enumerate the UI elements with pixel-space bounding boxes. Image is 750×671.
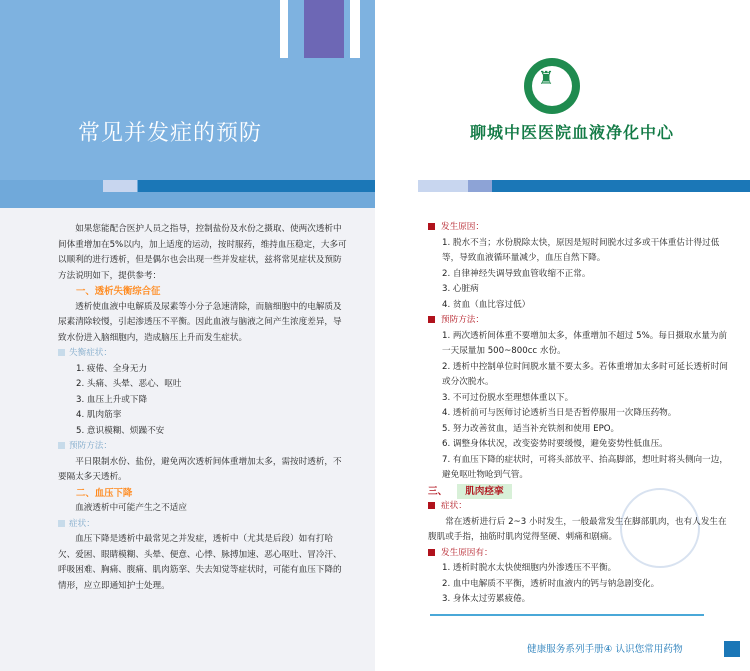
page-title: 常见并发症的预防: [78, 121, 263, 146]
section-heading: 三、 肌肉痉挛: [428, 484, 728, 500]
square-bullet-icon: [58, 520, 65, 527]
list-item: 2. 头痛、头晕、恶心、呕吐: [76, 379, 182, 389]
list-item: 1. 脱水不当；水份脱除太快，原因是短时间脱水过多或干体重估计得过低等，导致血液循环量减少，血压自然下降。: [442, 237, 720, 263]
section-paragraph: 透析使血液中电解质及尿素等小分子急速清除，而脑细胞中的电解质及尿素清除较慢，引起渗透压不平衡。因此血液与脑液之间产生浓度差异，导致水份进入脑细胞内，造成脑压上升而发生症状。: [58, 301, 342, 343]
square-bullet-icon: [428, 502, 435, 509]
square-bullet-icon: [58, 442, 65, 449]
section-paragraph: 血压下降是透析中最常见之并发症，透析中（尤其是后段）如有打哈欠、爱困、眼睛模糊、头晕、便意、心悸、脉搏加速、恶心呕吐、冒冷汗、呼吸困难、胸痛、腹痛、肌肉筋挛、失去知觉等症状时，可能有血压下降的情形，应立即通知护士处理。: [58, 534, 342, 591]
logo-emblem-icon: ♜: [538, 68, 555, 89]
square-bullet-icon: [428, 549, 435, 556]
section-heading: [58, 486, 350, 502]
list-item: 4. 肌肉筋挛: [76, 410, 122, 420]
footer-divider: [430, 614, 704, 616]
list-item: 1. 两次透析间体重不要增加太多，体重增加不超过 5%。每日摄取水量为前一天尿量加 500~800cc 水份。: [442, 330, 728, 356]
list-item: 1. 疲倦、全身无力: [76, 363, 148, 374]
section-title: 肌肉痉挛: [457, 484, 511, 500]
decor-band: [418, 180, 468, 192]
decor-band: [138, 180, 375, 192]
list-item: 5. 意识模糊、烦躁不安: [76, 425, 165, 436]
list-item: 7. 有血压下降的症状时，可将头部放平、抬高脚部，想吐时将头侧向一边，避免呕吐物呛到气管。: [442, 454, 728, 480]
intro-paragraph: 如果您能配合医护人员之指导，控制盐份及水份之摄取、使两次透析中间体重增加在5%以内，加上适度的运动，按时服药，维持血压稳定，大多可以顺利的进行透析，但是偶尔也会出现一些并发症状，兹将常见症状及预防方法说明如下，提供参考：: [58, 224, 347, 281]
square-bullet-icon: [428, 223, 435, 230]
list-item: 3. 身体太过劳累疲倦。: [442, 594, 531, 604]
square-bullet-icon: [428, 316, 435, 323]
footer-text: 健康服务系列手册④ 认识您常用药物: [527, 644, 683, 655]
section-heading: [58, 284, 350, 300]
subheading: 症状：: [58, 517, 350, 533]
list-item: 2. 血中电解质不平衡，透析时血液内的钙与钠急剧变化。: [442, 578, 660, 589]
decor-stripe: [304, 0, 344, 58]
decor-stripe: [350, 0, 360, 58]
footer-marker: [724, 641, 740, 657]
hospital-logo: [524, 58, 580, 114]
right-content: [428, 220, 728, 608]
list-item: 4. 贫血（血比容过低）: [442, 299, 531, 310]
section-paragraph: 血液透析中可能产生之不适应: [75, 503, 187, 513]
decor-band: [468, 180, 492, 192]
decor-band: [103, 180, 137, 192]
list-item: 2. 透析中控制单位时间脱水量不要太多。若体重增加太多时可延长透析时间或分次脱水。: [442, 361, 728, 387]
list-item: 2. 自律神经失调导致血管收缩不正常。: [442, 268, 591, 279]
organization-name: 聊城中医医院血液净化中心: [470, 123, 675, 142]
subheading: 发生原因：: [428, 220, 728, 236]
section-paragraph: 平日限制水份、盐份，避免两次透析间体重增加太多，需按时透析，不要隔太多天透析。: [58, 456, 342, 482]
subheading: 预防方法：: [428, 313, 728, 329]
section-title: 一、透析失衡综合征: [76, 286, 161, 297]
subheading: 预防方法：: [58, 439, 350, 455]
subheading: 症状：: [428, 499, 728, 515]
list-item: 4. 透析前可与医师讨论透析当日是否暂停服用一次降压药物。: [442, 408, 677, 418]
list-item: 3. 心脏病: [442, 284, 479, 294]
list-item: 3. 不可过份脱水至理想体重以下。: [442, 392, 574, 403]
list-item: 5. 努力改善贫血，适当补充铁剂和使用 EPO。: [442, 423, 620, 434]
left-content: [58, 222, 350, 594]
decor-band: [492, 180, 750, 192]
decor-stripe: [280, 0, 288, 58]
square-bullet-icon: [58, 349, 65, 356]
list-item: 6. 调整身体状况，改变姿势时要缓慢，避免姿势性低血压。: [442, 439, 668, 449]
section-title: 二、血压下降: [76, 487, 133, 499]
section-paragraph: 常在透析进行后 2~3 小时发生，一般最常发生在脚部肌肉，也有人发生在腹肌或手指，抽筋时肌肉觉得坚硬、刺痛和剧痛。: [428, 516, 727, 542]
list-item: 3. 血压上升或下降: [76, 394, 148, 405]
subheading: 发生原因有：: [428, 546, 728, 562]
subheading: 失衡症状：: [58, 346, 350, 362]
list-item: 1. 透析时脱水太快使细胞内外渗透压不平衡。: [442, 563, 617, 573]
